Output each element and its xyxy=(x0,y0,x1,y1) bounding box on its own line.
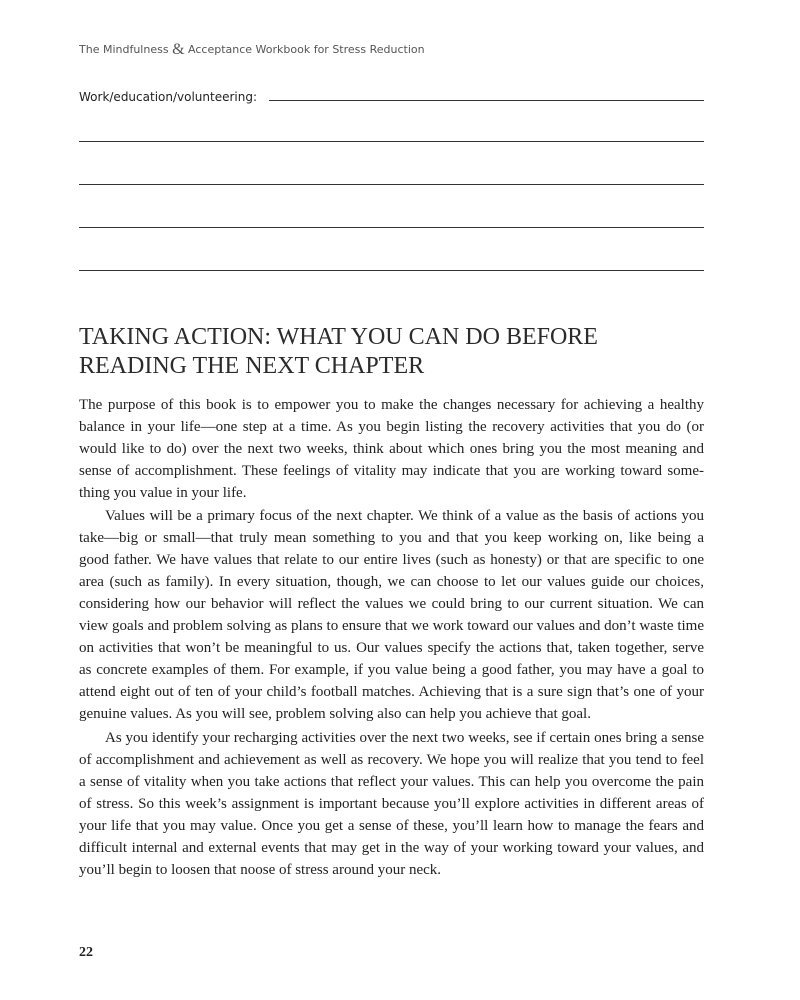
paragraph-3-line: As you identify your recharging activities over the next two weeks, see if certain ones bring a sense xyxy=(105,730,704,746)
paragraph-1-line: would like to do) over the next two weeks, think about which ones bring you the most meaning and xyxy=(79,441,704,457)
paragraph-2-line: area (such as family). In every situation, though, we can choose to let our values guide our choices, xyxy=(79,574,704,590)
work-education-volunteering-label: Work/education/volunteering: xyxy=(79,90,258,104)
header-title-start: The Mindfulness xyxy=(79,43,169,56)
work-education-volunteering-answer-line-4[interactable] xyxy=(79,227,704,228)
paragraph-3-line: of accomplishment and achievement as well as recovery. We hope you will realize that you tend to feel xyxy=(79,752,704,768)
section-heading-line-2: READING THE NEXT CHAPTER xyxy=(79,353,425,379)
work-education-volunteering-answer-line-5[interactable] xyxy=(79,270,704,271)
paragraph-3-line: a sense of vitality when you take actions that reflect your values. This can help you overcome the pain xyxy=(79,774,704,790)
paragraph-3-line: difficult internal and external events that may get in the way of your working toward your values, and xyxy=(79,840,704,856)
work-education-volunteering-answer-line-1[interactable] xyxy=(269,100,704,101)
page-number: 22 xyxy=(79,945,93,960)
work-education-volunteering-answer-line-3[interactable] xyxy=(79,184,704,185)
paragraph-1-line: balance in your life—one step at a time. As you begin listing the recovery activities that you do (or xyxy=(79,419,704,435)
paragraph-2-line: take—big or small—that truly mean something to you and that you keep working on, like being a xyxy=(79,530,704,546)
paragraph-2-line: as concrete examples of them. For example, if you value being a good father, you may have a goal to xyxy=(79,662,704,678)
paragraph-2-line: Values will be a primary focus of the next chapter. We think of a value as the basis of actions you xyxy=(105,508,704,524)
paragraph-2-line: considering how our behavior will reflect the values we could bring to our current situation. We can xyxy=(79,596,704,612)
section-heading-line-1: TAKING ACTION: WHAT YOU CAN DO BEFORE xyxy=(79,324,598,350)
paragraph-1-line: thing you value in your life. xyxy=(79,485,247,501)
paragraph-2-line: view goals and problem solving as plans to ensure that we work toward our values and don’t waste time xyxy=(79,618,704,634)
paragraph-1-line: sense of accomplishment. These feelings of vitality may indicate that you are working toward some- xyxy=(79,463,704,479)
work-education-volunteering-answer-line-2[interactable] xyxy=(79,141,704,142)
paragraph-3-line: you’ll begin to loosen that noose of stress around your neck. xyxy=(79,862,442,878)
running-header xyxy=(79,41,425,57)
header-title-end: Acceptance Workbook for Stress Reduction xyxy=(188,43,425,56)
paragraph-2-line: genuine values. As you will see, problem solving also can help you achieve that goal. xyxy=(79,706,591,722)
paragraph-2-line: good father. We have values that relate to our entire lives (such as honesty) or that are specific to one xyxy=(79,552,704,568)
paragraph-3-line: of stress. So this week’s assignment is important because you’ll explore activities in different areas of xyxy=(79,796,704,812)
paragraph-3-line: your life that you may value. Once you get a sense of these, you’ll learn how to manage the fears and xyxy=(79,818,704,834)
header-ampersand: & xyxy=(172,41,185,58)
paragraph-1-line: The purpose of this book is to empower you to make the changes necessary for achieving a healthy xyxy=(79,397,704,413)
paragraph-2-line: attend eight out of ten of your child’s football matches. Achieving that is a sure sign that’s one of your xyxy=(79,684,704,700)
paragraph-2-line: on activities that won’t be meaningful to us. Our values specify the actions that, taken together, serve xyxy=(79,640,704,656)
